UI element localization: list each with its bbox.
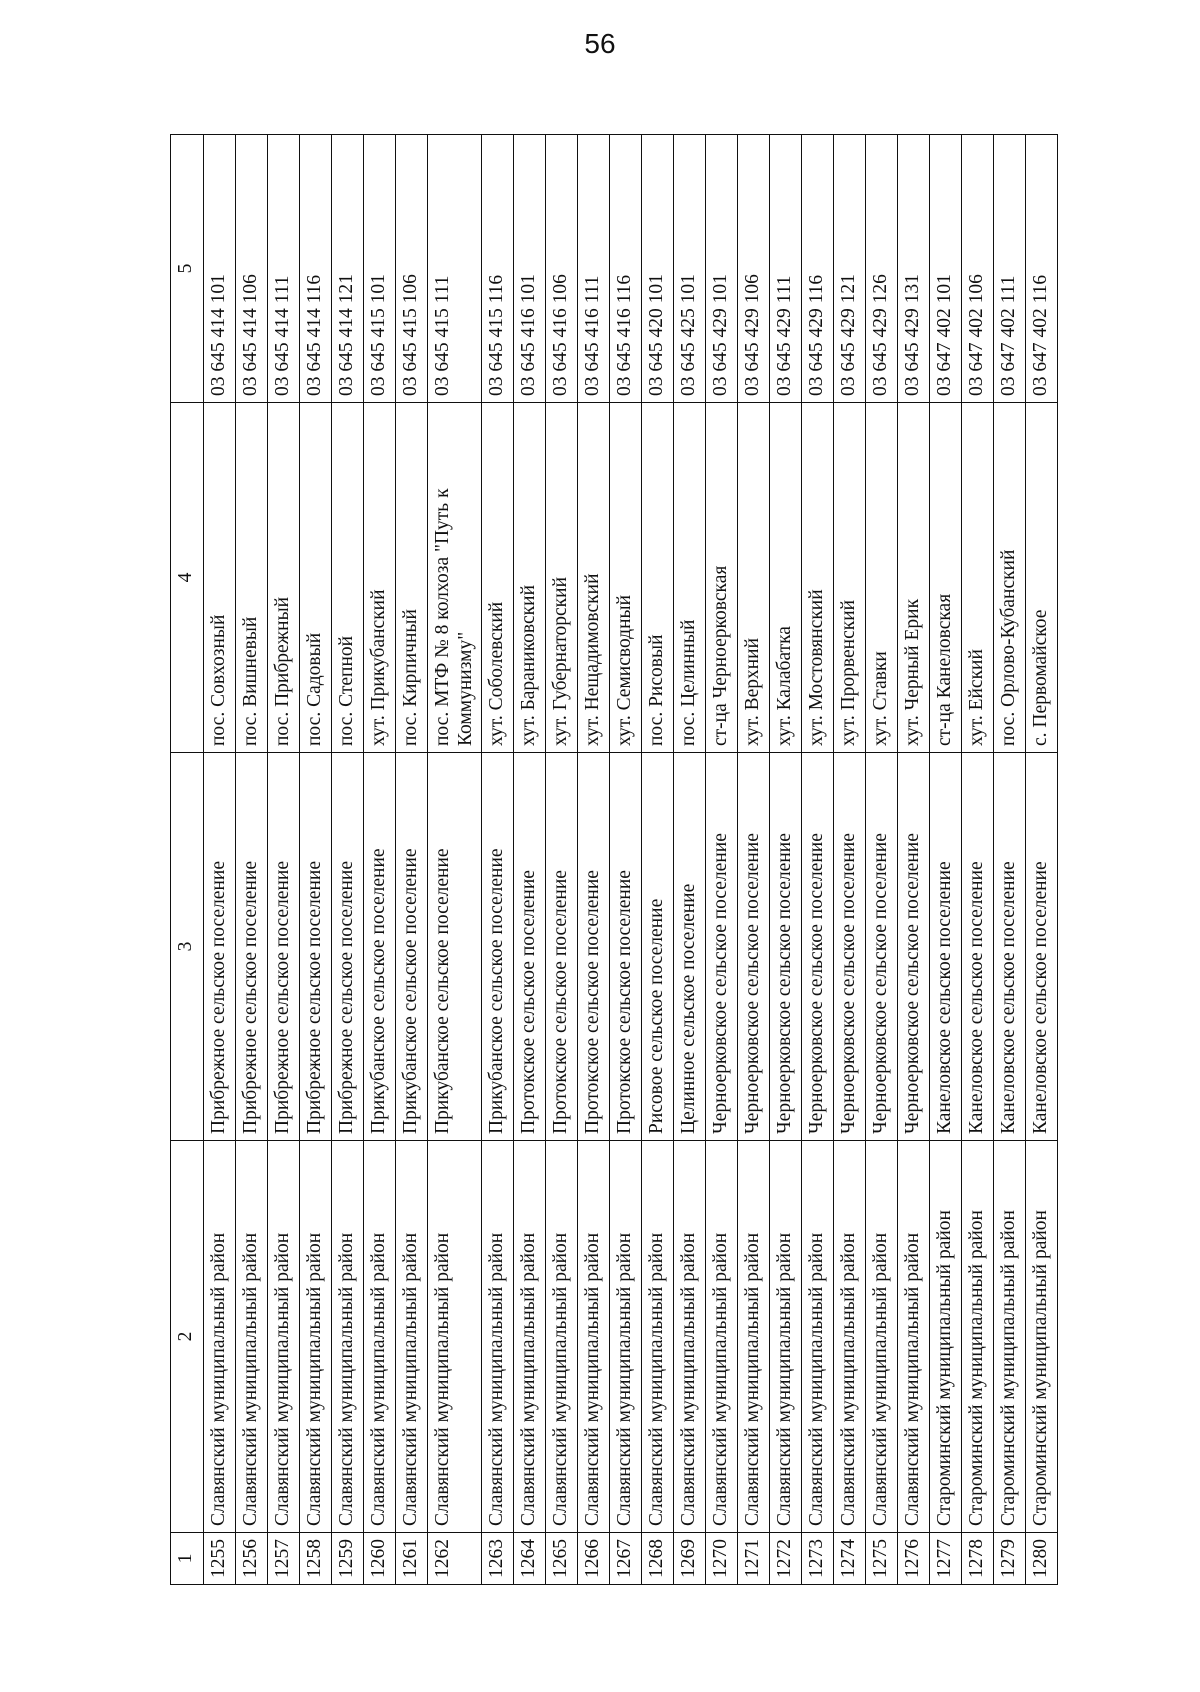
table-row [993,135,1025,1585]
table-row [577,135,609,1585]
district-name-cell: Славянский муниципальный район [236,1141,268,1533]
okato-code-cell: 03 645 415 101 [364,135,396,403]
settlement-name-cell: Протокское сельское поселение [545,753,577,1141]
okato-code-cell: 03 645 414 111 [268,135,300,403]
okato-code-cell: 03 645 420 101 [641,135,673,403]
settlement-name-cell: Прикубанское сельское поселение [364,753,396,1141]
row-number-cell: 1261 [396,1533,428,1585]
locality-name-cell: хут. Соболевский [481,403,513,753]
district-name-cell: Славянский муниципальный район [801,1141,833,1533]
settlement-name-cell: Прибрежное сельское поселение [204,753,236,1141]
locality-name-cell: пос. Вишневый [236,403,268,753]
district-name-cell: Славянский муниципальный район [513,1141,545,1533]
okato-code-cell: 03 645 429 126 [865,135,897,403]
district-name-cell: Славянский муниципальный район [769,1141,801,1533]
settlement-name-cell: Прибрежное сельское поселение [300,753,332,1141]
locality-name-cell: хут. Нещадимовский [577,403,609,753]
table-row [961,135,993,1585]
table-header-row [171,135,204,1585]
row-number-cell: 1268 [641,1533,673,1585]
locality-name-cell: хут. Прикубанский [364,403,396,753]
district-name-cell: Славянский муниципальный район [609,1141,641,1533]
row-number-cell: 1258 [300,1533,332,1585]
column-header-1: 1 [171,1533,204,1585]
district-name-cell: Славянский муниципальный район [673,1141,705,1533]
settlement-name-cell: Черноерковское сельское поселение [897,753,929,1141]
settlement-name-cell: Целинное сельское поселение [673,753,705,1141]
row-number-cell: 1266 [577,1533,609,1585]
table-row [332,135,364,1585]
table-row [545,135,577,1585]
row-number-cell: 1279 [993,1533,1025,1585]
table-row [705,135,737,1585]
row-number-cell: 1270 [705,1533,737,1585]
okato-code-cell: 03 645 429 121 [833,135,865,403]
locality-name-cell: хут. Ставки [865,403,897,753]
district-name-cell: Славянский муниципальный район [705,1141,737,1533]
table-row [737,135,769,1585]
settlement-name-cell: Канеловское сельское поселение [993,753,1025,1141]
table-row [833,135,865,1585]
table-row [1025,135,1057,1585]
locality-name-cell: пос. Кирпичный [396,403,428,753]
table-row [641,135,673,1585]
district-name-cell: Славянский муниципальный район [737,1141,769,1533]
okato-code-cell: 03 645 429 116 [801,135,833,403]
table-row [769,135,801,1585]
settlement-name-cell: Протокское сельское поселение [577,753,609,1141]
settlement-name-cell: Черноерковское сельское поселение [833,753,865,1141]
row-number-cell: 1264 [513,1533,545,1585]
table-row [428,135,482,1585]
settlement-name-cell: Прибрежное сельское поселение [268,753,300,1141]
locality-name-cell: хут. Верхний [737,403,769,753]
locality-name-cell: пос. Целинный [673,403,705,753]
okato-code-cell: 03 645 415 116 [481,135,513,403]
table-row [300,135,332,1585]
column-header-5: 5 [171,135,204,403]
district-name-cell: Староминский муниципальный район [993,1141,1025,1533]
okato-code-cell: 03 645 416 111 [577,135,609,403]
row-number-cell: 1276 [897,1533,929,1585]
okato-code-cell: 03 647 402 106 [961,135,993,403]
okato-code-cell: 03 647 402 111 [993,135,1025,403]
row-number-cell: 1259 [332,1533,364,1585]
settlement-name-cell: Черноерковское сельское поселение [769,753,801,1141]
locality-name-cell: пос. Садовый [300,403,332,753]
okato-code-cell: 03 645 429 101 [705,135,737,403]
okato-code-cell: 03 645 416 116 [609,135,641,403]
table-row [481,135,513,1585]
okato-code-cell: 03 645 429 106 [737,135,769,403]
table-row [268,135,300,1585]
district-name-cell: Славянский муниципальный район [364,1141,396,1533]
table-row [204,135,236,1585]
okato-code-cell: 03 647 402 101 [929,135,961,403]
district-name-cell: Славянский муниципальный район [300,1141,332,1533]
okato-code-cell: 03 647 402 116 [1025,135,1057,403]
locality-name-cell: хут. Ейский [961,403,993,753]
row-number-cell: 1272 [769,1533,801,1585]
okato-code-cell: 03 645 416 106 [545,135,577,403]
table-row [801,135,833,1585]
district-name-cell: Староминский муниципальный район [1025,1141,1057,1533]
locality-name-cell: с. Первомайское [1025,403,1057,753]
table-row [865,135,897,1585]
locality-name-cell: пос. МТФ № 8 колхоза "Путь к Коммунизму" [428,403,482,753]
locality-name-cell: пос. Степной [332,403,364,753]
settlement-name-cell: Черноерковское сельское поселение [801,753,833,1141]
settlement-name-cell: Черноерковское сельское поселение [865,753,897,1141]
district-name-cell: Староминский муниципальный район [929,1141,961,1533]
district-name-cell: Славянский муниципальный район [481,1141,513,1533]
okato-code-cell: 03 645 414 121 [332,135,364,403]
rotated-table-container [170,135,1100,1585]
district-name-cell: Славянский муниципальный район [204,1141,236,1533]
row-number-cell: 1263 [481,1533,513,1585]
row-number-cell: 1256 [236,1533,268,1585]
settlement-name-cell: Черноерковское сельское поселение [705,753,737,1141]
table-row [364,135,396,1585]
district-name-cell: Славянский муниципальный район [332,1141,364,1533]
page-number: 56 [584,28,616,59]
okato-code-cell: 03 645 416 101 [513,135,545,403]
row-number-cell: 1260 [364,1533,396,1585]
row-number-cell: 1257 [268,1533,300,1585]
settlements-table [170,134,1058,1585]
district-name-cell: Славянский муниципальный район [641,1141,673,1533]
table-row [929,135,961,1585]
settlement-name-cell: Протокское сельское поселение [609,753,641,1141]
district-name-cell: Славянский муниципальный район [268,1141,300,1533]
okato-code-cell: 03 645 414 116 [300,135,332,403]
locality-name-cell: ст-ца Черноерковская [705,403,737,753]
okato-code-cell: 03 645 415 106 [396,135,428,403]
settlement-name-cell: Прибрежное сельское поселение [236,753,268,1141]
locality-name-cell: пос. Совхозный [204,403,236,753]
settlement-name-cell: Прикубанское сельское поселение [481,753,513,1141]
table-row [236,135,268,1585]
settlement-name-cell: Прибрежное сельское поселение [332,753,364,1141]
row-number-cell: 1271 [737,1533,769,1585]
row-number-cell: 1274 [833,1533,865,1585]
locality-name-cell: хут. Прорвенский [833,403,865,753]
row-number-cell: 1265 [545,1533,577,1585]
row-number-cell: 1278 [961,1533,993,1585]
district-name-cell: Староминский муниципальный район [961,1141,993,1533]
okato-code-cell: 03 645 429 111 [769,135,801,403]
district-name-cell: Славянский муниципальный район [545,1141,577,1533]
locality-name-cell: хут. Бараниковский [513,403,545,753]
locality-name-cell: хут. Черный Ерик [897,403,929,753]
column-header-3: 3 [171,753,204,1141]
row-number-cell: 1255 [204,1533,236,1585]
district-name-cell: Славянский муниципальный район [897,1141,929,1533]
locality-name-cell: пос. Орлово-Кубанский [993,403,1025,753]
district-name-cell: Славянский муниципальный район [428,1141,482,1533]
table-row [396,135,428,1585]
settlement-name-cell: Канеловское сельское поселение [929,753,961,1141]
table-row [513,135,545,1585]
locality-name-cell: хут. Мостовянский [801,403,833,753]
settlement-name-cell: Черноерковское сельское поселение [737,753,769,1141]
district-name-cell: Славянский муниципальный район [577,1141,609,1533]
settlement-name-cell: Канеловское сельское поселение [1025,753,1057,1141]
table-row [609,135,641,1585]
row-number-cell: 1273 [801,1533,833,1585]
row-number-cell: 1262 [428,1533,482,1585]
locality-name-cell: пос. Рисовый [641,403,673,753]
settlement-name-cell: Прикубанское сельское поселение [428,753,482,1141]
settlement-name-cell: Рисовое сельское поселение [641,753,673,1141]
settlement-name-cell: Прикубанское сельское поселение [396,753,428,1141]
locality-name-cell: хут. Губернаторский [545,403,577,753]
settlement-name-cell: Протокское сельское поселение [513,753,545,1141]
okato-code-cell: 03 645 414 106 [236,135,268,403]
locality-name-cell: хут. Калабатка [769,403,801,753]
row-number-cell: 1277 [929,1533,961,1585]
column-header-4: 4 [171,403,204,753]
district-name-cell: Славянский муниципальный район [396,1141,428,1533]
okato-code-cell: 03 645 415 111 [428,135,482,403]
table-row [897,135,929,1585]
row-number-cell: 1269 [673,1533,705,1585]
locality-name-cell: ст-ца Канеловская [929,403,961,753]
okato-code-cell: 03 645 429 131 [897,135,929,403]
okato-code-cell: 03 645 414 101 [204,135,236,403]
row-number-cell: 1267 [609,1533,641,1585]
district-name-cell: Славянский муниципальный район [833,1141,865,1533]
row-number-cell: 1275 [865,1533,897,1585]
district-name-cell: Славянский муниципальный район [865,1141,897,1533]
settlement-name-cell: Канеловское сельское поселение [961,753,993,1141]
column-header-2: 2 [171,1141,204,1533]
table-body [204,135,1058,1585]
okato-code-cell: 03 645 425 101 [673,135,705,403]
locality-name-cell: хут. Семисводный [609,403,641,753]
locality-name-cell: пос. Прибрежный [268,403,300,753]
row-number-cell: 1280 [1025,1533,1057,1585]
table-row [673,135,705,1585]
